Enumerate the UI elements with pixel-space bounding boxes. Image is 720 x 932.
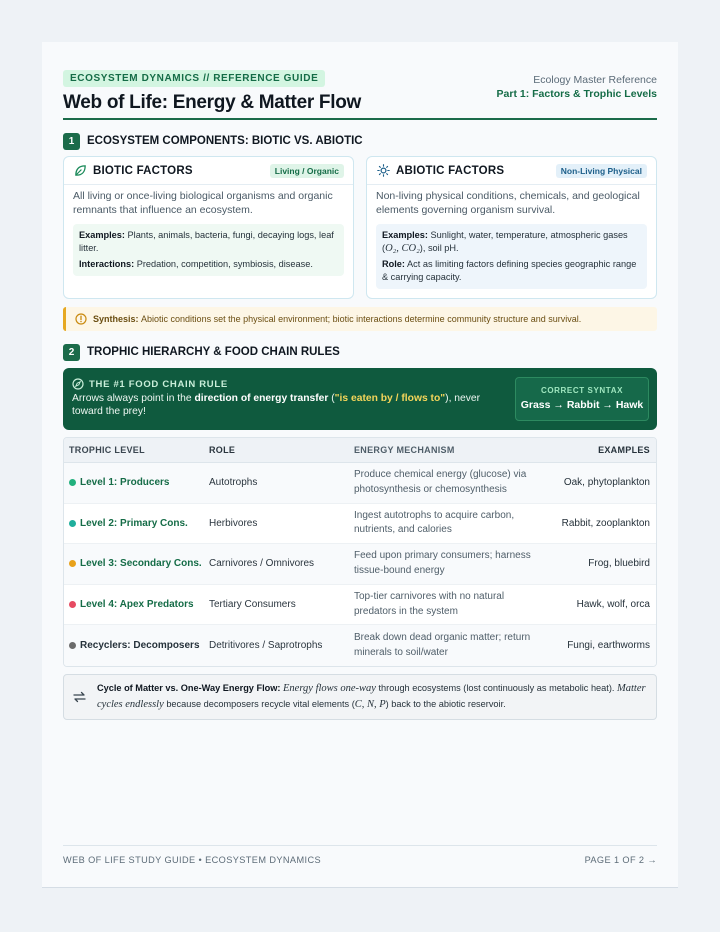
table-row: [64, 544, 656, 585]
examples-text: Plants, animals, bacteria, fungi, decaying logs, leaf litter.: [79, 230, 334, 253]
role: Autotrophs: [209, 477, 258, 489]
guide-tag: ECOSYSTEM DYNAMICS // REFERENCE GUIDE: [63, 70, 325, 87]
section-number: 2: [63, 344, 80, 361]
rule-text-emphasis: direction of energy transfer: [194, 393, 329, 404]
table-row: [64, 504, 656, 545]
trophic-level-cell: [64, 599, 209, 610]
footer-title: WEB OF LIFE STUDY GUIDE • ECOSYSTEM DYNAMICS: [63, 855, 322, 865]
table-row: [64, 463, 656, 504]
card-header: [64, 157, 353, 185]
interactions-label: Interactions:: [79, 259, 135, 269]
level-dot: [69, 479, 76, 486]
role-text: Act as limiting factors defining species geographic range & carrying capacity.: [382, 259, 637, 282]
section-number: 1: [63, 133, 80, 150]
cycle-label: Cycle of Matter vs. One-Way Energy Flow:: [97, 683, 281, 694]
header-examples: EXAMPLES: [598, 445, 650, 455]
trophic-level: Level 2: Primary Cons.: [80, 517, 188, 529]
energy-mechanism: Ingest autotrophs to acquire carbon, nutrients, and calories: [354, 509, 515, 536]
correct-syntax-box: [515, 377, 649, 421]
role: Herbivores: [209, 517, 258, 529]
examples: Oak, phytoplankton: [563, 477, 650, 489]
table-header: [64, 438, 656, 463]
card-details: [73, 224, 344, 276]
card-title: BIOTIC FACTORS: [93, 164, 193, 177]
trophic-level-cell: [64, 640, 209, 651]
syntax-label: CORRECT SYNTAX: [540, 386, 624, 395]
examples-tail: ), soil pH.: [419, 243, 459, 253]
trophic-level: Level 4: Apex Predators: [80, 599, 194, 611]
table-body: [64, 463, 656, 666]
section-2-heading: [63, 343, 657, 361]
energy-mechanism: Produce chemical energy (glucose) via photosynthesis or chemosynthesis: [354, 469, 527, 495]
card-title: ABIOTIC FACTORS: [396, 164, 505, 177]
trophic-level: Level 1: Producers: [80, 477, 170, 489]
compass-icon: [72, 378, 84, 390]
interactions-text: Predation, competition, symbiosis, disease.: [136, 259, 313, 269]
examples: Rabbit, zooplankton: [561, 517, 650, 529]
cycle-callout: [63, 674, 657, 720]
abiotic-card: [366, 156, 657, 299]
examples-text: Sunlight, water, temperature, atmospheric gases (: [382, 230, 628, 253]
rule-text-3: ), never toward the prey!: [72, 393, 481, 417]
cycle-emphasis-1: Energy flows one-way: [283, 683, 376, 695]
energy-mechanism: Top-tier carnivores with no natural predators in the system: [354, 591, 505, 617]
header-energy-mechanism: ENERGY MECHANISM: [354, 444, 455, 455]
trophic-level: Recyclers: Decomposers: [80, 640, 200, 652]
role: Tertiary Consumers: [209, 599, 296, 611]
footer: [63, 845, 657, 865]
synthesis-text: Abiotic conditions set the physical environment; biotic interactions determine community structure and survival.: [141, 314, 582, 324]
sun-icon: [376, 164, 390, 178]
cycle-emphasis-2: Matter cycles endlessly: [97, 683, 646, 710]
table-row: [64, 585, 656, 626]
alert-circle-icon: [75, 313, 87, 325]
rule-label-text: THE #1 FOOD CHAIN RULE: [89, 378, 228, 390]
role: Carnivores / Omnivores: [209, 558, 315, 570]
examples-label: Examples:: [79, 230, 125, 240]
section-title: ECOSYSTEM COMPONENTS: BIOTIC VS. ABIOTIC: [87, 135, 363, 147]
cycle-text-2: because decomposers recycle vital elements (: [163, 698, 355, 709]
level-dot: [69, 601, 76, 608]
table-row: [64, 625, 656, 666]
part-label: Part 1: Factors & Trophic Levels: [496, 88, 657, 100]
examples: Frog, bluebird: [588, 558, 650, 570]
rule-text-highlight: "is eaten by / flows to": [334, 393, 446, 404]
card-description: All living or once-living biological organisms and organic remnants that influence an ecosystem.: [73, 190, 333, 216]
cycle-arrows-icon: [72, 690, 87, 704]
cycle-text: [97, 681, 656, 712]
rule-text-2: (: [328, 393, 335, 404]
cycle-text-3: ) back to the abiotic reservoir.: [385, 698, 506, 709]
page-title: Web of Life: Energy & Matter Flow: [63, 92, 361, 113]
factor-cards: [63, 156, 657, 299]
card-description: Non-living physical conditions, chemicals, and geological elements governing organism survival.: [376, 190, 640, 216]
examples-label: Examples:: [382, 230, 428, 240]
examples: Hawk, wolf, orca: [576, 599, 650, 611]
header-meta: [497, 74, 657, 100]
level-dot: [69, 520, 76, 527]
trophic-table: [63, 437, 657, 667]
level-dot: [69, 560, 76, 567]
cycle-text-1: through ecosystems (lost continuously as metabolic heat).: [375, 683, 617, 694]
page: [42, 42, 678, 888]
reference-label: Ecology Master Reference: [533, 74, 657, 86]
level-dot: [69, 642, 76, 649]
gas-formulas: O₂, CO₂: [385, 243, 420, 254]
rule-text-1: Arrows always point in the: [72, 393, 195, 404]
card-header: [367, 157, 656, 185]
section-title: TROPHIC HIERARCHY & FOOD CHAIN RULES: [87, 346, 340, 358]
leaf-icon: [73, 164, 87, 178]
section-1-heading: [63, 132, 657, 150]
synthesis-label: Synthesis:: [93, 314, 139, 324]
header-trophic-level: TROPHIC LEVEL: [69, 445, 145, 455]
rule-text: [72, 392, 492, 418]
trophic-level: Level 3: Secondary Cons.: [80, 558, 202, 570]
header: [63, 68, 657, 120]
synthesis-callout: [63, 307, 657, 331]
trophic-level-cell: [64, 477, 209, 488]
card-badge: Non-Living Physical: [556, 164, 647, 178]
food-chain-rule: [63, 368, 657, 430]
header-role: ROLE: [209, 445, 236, 455]
role-label: Role:: [382, 259, 405, 269]
card-badge: Living / Organic: [270, 164, 344, 178]
examples: Fungi, earthworms: [567, 640, 650, 652]
card-details: [376, 224, 647, 289]
element-symbols: C, N, P: [354, 698, 386, 710]
syntax-value: Grass → Rabbit → Hawk: [520, 399, 644, 411]
role: Detritivores / Saprotrophs: [209, 640, 323, 652]
trophic-level-cell: [64, 518, 209, 529]
trophic-level-cell: [64, 558, 209, 569]
energy-mechanism: Break down dead organic matter; return minerals to soil/water: [354, 632, 531, 658]
energy-mechanism: Feed upon primary consumers; harness tissue-bound energy: [354, 550, 531, 576]
biotic-card: [63, 156, 354, 299]
page-number[interactable]: PAGE 1 OF 2 →: [584, 855, 657, 865]
